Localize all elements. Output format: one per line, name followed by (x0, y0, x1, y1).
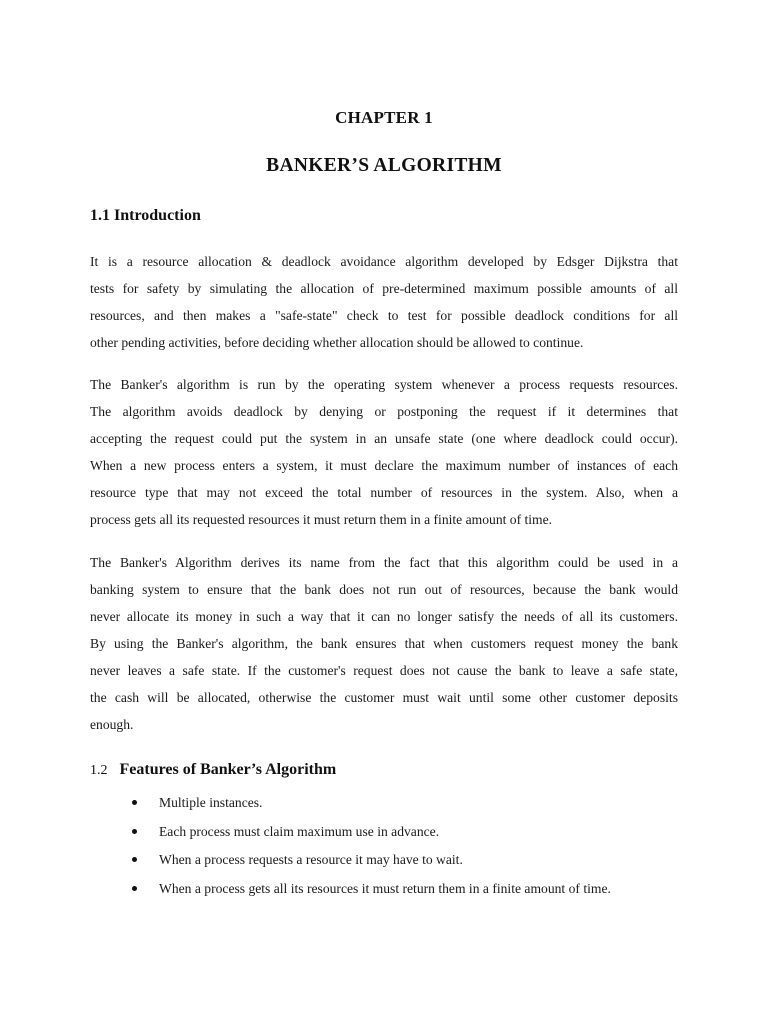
list-item-text: When a process requests a resource it may have to wait. (159, 852, 463, 867)
intro-paragraph-1 (90, 248, 678, 356)
paragraph-line: process gets all its requested resources it must return them in a finite amount of time. (90, 512, 553, 527)
list-item-text: Multiple instances. (159, 795, 263, 810)
paragraph-line: the cash will be allocated, otherwise the customer must wait until some other customer deposits (90, 690, 678, 705)
paragraph-line: It is a resource allocation & deadlock avoidance algorithm developed by Edsger Dijkstra that (90, 254, 678, 269)
bullet-icon (132, 800, 137, 805)
paragraph-line: resource type that may not exceed the total number of resources in the system. Also, when a (90, 485, 678, 500)
paragraph-line: tests for safety by simulating the allocation of pre-determined maximum possible amounts of all (90, 281, 678, 296)
chapter-title: BANKER’S ALGORITHM (266, 155, 502, 176)
paragraph-line: The Banker's Algorithm derives its name from the fact that this algorithm could be used in a (90, 555, 678, 570)
paragraph-line: other pending activities, before deciding whether allocation should be allowed to continue. (90, 335, 584, 350)
paragraph-line: By using the Banker's algorithm, the bank ensures that when customers request money the bank (90, 636, 678, 651)
list-item (132, 875, 611, 904)
paragraph-line: never allocate its money in such a way that it can no longer satisfy the needs of all its customers. (90, 609, 678, 624)
paragraph-line: The algorithm avoids deadlock by denying or postponing the request if it determines that (90, 404, 678, 419)
list-item-text: When a process gets all its resources it must return them in a finite amount of time. (159, 880, 611, 896)
section-number: 1.1 (90, 207, 110, 224)
section-number: 1.2 (90, 763, 108, 778)
bullet-icon (132, 857, 137, 862)
features-bullet-list (132, 789, 611, 903)
section-heading-features (90, 761, 336, 779)
intro-paragraph-3 (90, 549, 678, 738)
section-title: Introduction (114, 207, 201, 224)
list-item (132, 789, 611, 818)
list-item-text: Each process must claim maximum use in advance. (159, 823, 440, 839)
paragraph-line: When a new process enters a system, it must declare the maximum number of instances of each (90, 458, 678, 473)
paragraph-line: never leaves a safe state. If the customer's request does not cause the bank to leave a safe state, (90, 663, 678, 678)
chapter-label: CHAPTER 1 (335, 108, 433, 127)
intro-paragraph-2 (90, 371, 678, 533)
bullet-icon (132, 829, 137, 834)
paragraph-line: The Banker's algorithm is run by the operating system whenever a process requests resources. (90, 377, 678, 392)
paragraph-line: resources, and then makes a "safe-state" check to test for possible deadlock conditions for all (90, 308, 678, 323)
list-item (132, 818, 611, 847)
section-title: Features of Banker’s Algorithm (119, 761, 337, 778)
section-heading-introduction (90, 207, 201, 225)
paragraph-line: enough. (90, 717, 134, 732)
paragraph-line: accepting the request could put the system in an unsafe state (one where deadlock could occur). (90, 431, 678, 446)
bullet-icon (132, 886, 137, 891)
paragraph-line: banking system to ensure that the bank does not run out of resources, because the bank would (90, 582, 678, 597)
list-item (132, 846, 611, 875)
